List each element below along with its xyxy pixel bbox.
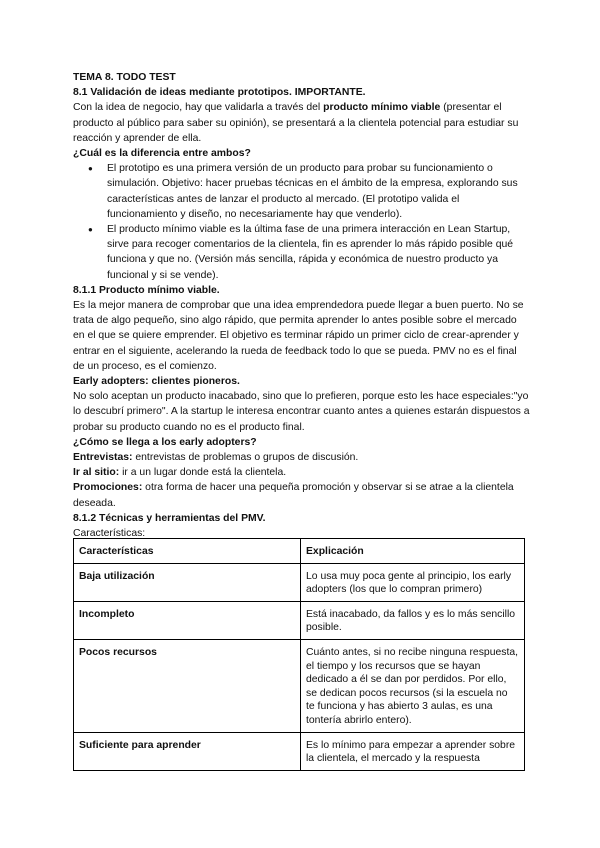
table-header-cell: Características [74,539,301,564]
table-header-row [74,539,525,564]
table-row [74,601,525,639]
early-adopters-heading: Early adopters: clientes pioneros. [73,376,240,388]
section-8-1-heading: 8.1 Validación de ideas mediante prototipos. IMPORTANTE. [73,87,366,99]
table-cell: Está inacabado, da fallos y es lo más sencillo posible. [301,601,525,639]
method-promociones: Promociones: otra forma de hacer una pequeña promoción y observar si se atrae a la clientela deseada. [73,482,514,509]
table-row [74,732,525,770]
list-item: ● El prototipo es una primera versión de un producto para probar su funcionamiento o simulación. Objetivo: hacer pruebas técnicas en el ámbito de la empresa, explorando sus características antes de lanzar el producto al mercado. (El prototipo valida el funcionamiento y diseño, no necesariamente hay que venderlo). [73,161,531,222]
table-cell: Suficiente para aprender [74,732,301,770]
table-cell: Incompleto [74,601,301,639]
section-8-1-1-heading: 8.1.1 Producto mínimo viable. [73,284,220,296]
table-cell: Cuánto antes, si no recibe ninguna respuesta, el tiempo y los recursos que se hayan dedicado a él se dan por perdidos. Por ello, se dedican pocos recursos (si la escuela no te funciona y has abierto 3 aulas, es una tontería abrirlo entero). [301,639,525,732]
document-body [73,70,531,541]
table-header-cell: Explicación [301,539,525,564]
section-8-1-2-heading: 8.1.2 Técnicas y herramientas del PMV. [73,512,266,524]
doc-title: TEMA 8. TODO TEST [73,72,176,83]
method-entrevistas: Entrevistas: entrevistas de problemas o grupos de discusión. [73,452,359,464]
section-8-1-paragraph: Con la idea de negocio, hay que validarla a través del producto mínimo viable (presentar el producto al público para saber su opinión), se presentará a la clientela potencial para estudiar su reacción y aprender de ella. [73,102,519,144]
table-cell: Baja utilización [74,563,301,601]
table-cell: Lo usa muy poca gente al principio, los early adopters (los que lo compran primero) [301,563,525,601]
table-cell: Pocos recursos [74,639,301,732]
early-adopters-paragraph: No solo aceptan un producto inacabado, sino que lo prefieren, porque esto les hace especiales:"yo lo descubrí primero". A la startup le interesa encontrar cuanto antes a quienes estarán dispuestos a probar su producto cuando no es el producto final. [73,391,530,433]
list-item: ● El producto mínimo viable es la última fase de una primera interacción en Lean Startup, sirve para recoger comentarios de la clientela, fin es aprender lo más rápido posible qué funciona y que no. (Versión más sencilla, rápida y económica de nuestro producto ya funcional y si se vende). [73,222,531,283]
early-adopters-question: ¿Cómo se llega a los early adopters? [73,436,257,448]
table-cell: Es lo mínimo para empezar a aprender sobre la clientela, el mercado y la respuesta [301,732,525,770]
difference-list [73,161,531,283]
section-8-1-1-paragraph: Es la mejor manera de comprobar que una idea emprendedora puede llegar a buen puerto. No se trata de algo pequeño, sino algo rápido, que permita aprender lo antes posible sobre el mercado en el que se quiere emprender. El objetivo es terminar rápido un primer ciclo de crear-aprender y entrar en el siguiente, acelerando la rueda de feedback todo lo que se pueda. PMV no es el final de un proceso, es el comienzo. [73,300,524,372]
section-8-1-2-sub: Características: [73,528,146,540]
characteristics-table [73,538,525,771]
difference-question: ¿Cuál es la diferencia entre ambos? [73,148,251,160]
method-ir-al-sitio: Ir al sitio: ir a un lugar donde está la clientela. [73,467,287,479]
table-row [74,639,525,732]
table-row [74,563,525,601]
